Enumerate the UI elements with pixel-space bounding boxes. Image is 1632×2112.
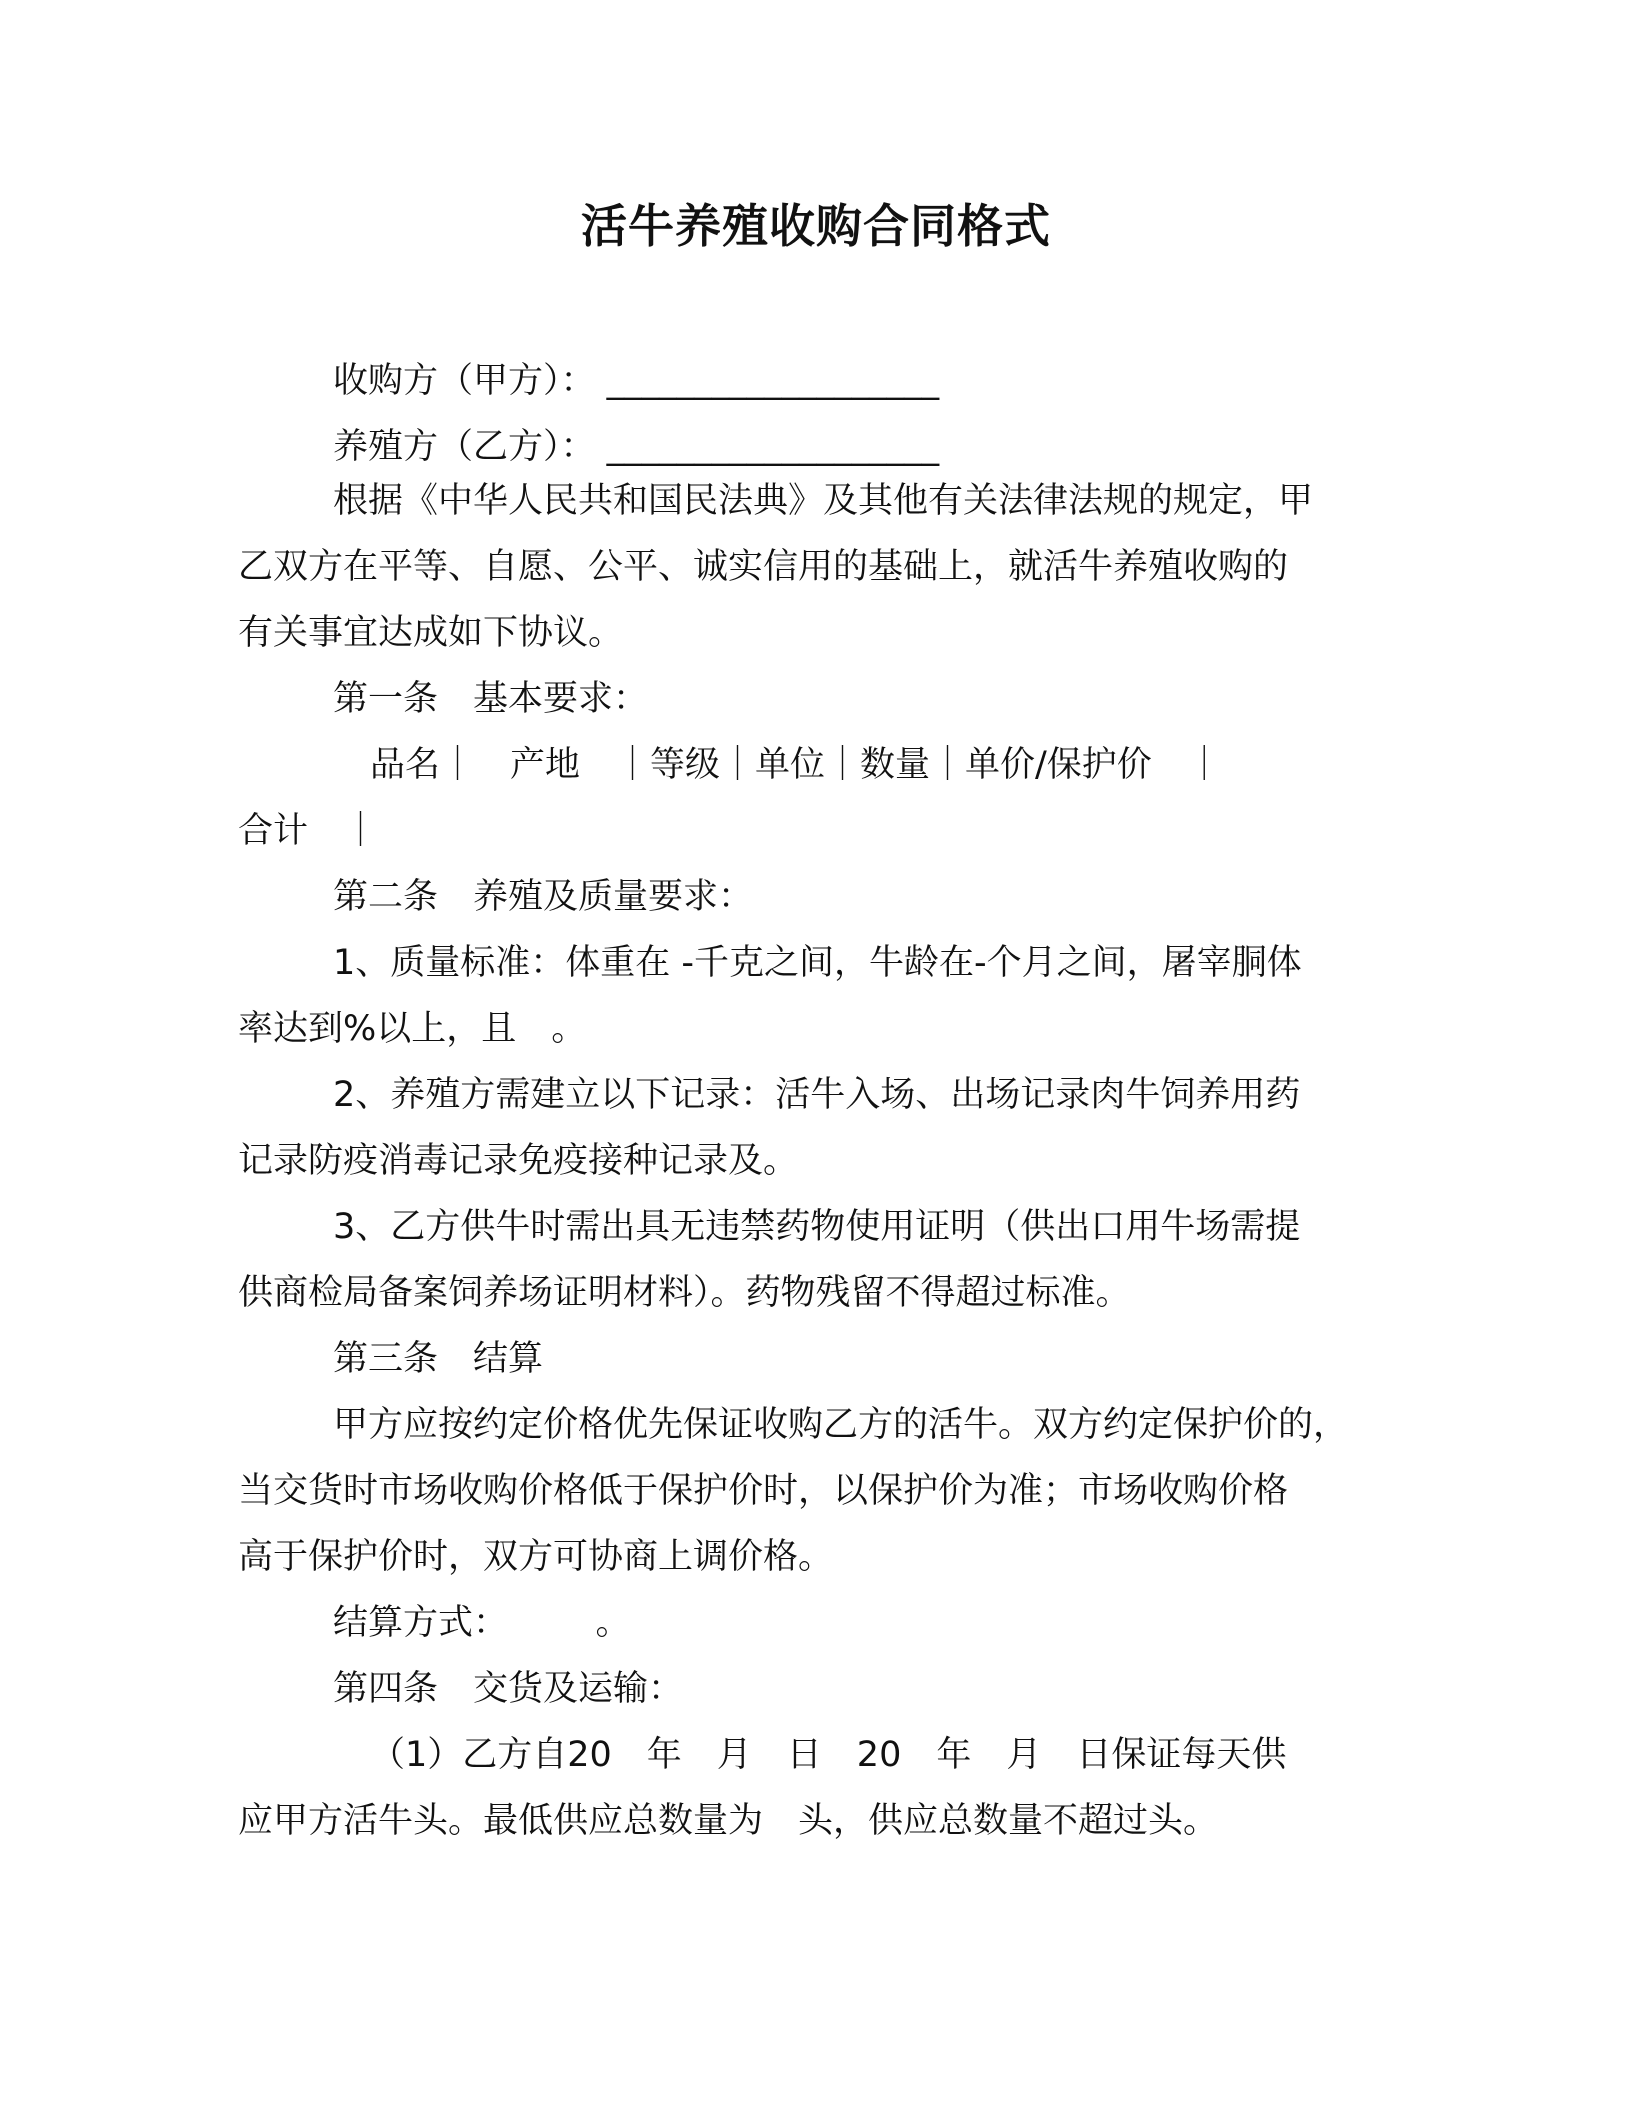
delivery-line: 应甲方活牛头。最低供应总数量为 头，供应总数量不超过头。: [238, 1801, 1219, 1841]
settlement-line: 甲方应按约定价格优先保证收购乙方的活牛。双方约定保护价的，: [333, 1405, 1349, 1445]
clause-line: 供商检局备案饲养场证明材料）。药物残留不得超过标准。: [238, 1273, 1131, 1313]
article-four-heading: 第四条 交货及运输：: [333, 1669, 684, 1709]
preamble-line: 乙双方在平等、自愿、公平、诚实信用的基础上，就活牛养殖收购的: [238, 547, 1289, 587]
article-three-heading: 第三条 结算: [333, 1339, 544, 1379]
preamble-line: 根据《中华人民共和国民法典》及其他有关法律法规的规定，甲: [333, 481, 1314, 521]
buyer-party-line: 收购方（甲方）： ___________________: [333, 361, 940, 401]
requirements-table-total: 合计 ｜: [238, 811, 379, 851]
settlement-method-line: 结算方式： 。: [333, 1603, 631, 1643]
settlement-line: 高于保护价时，双方可协商上调价格。: [238, 1537, 834, 1577]
article-one-heading: 第一条 基本要求：: [333, 679, 649, 719]
requirements-table-header: 品名｜ 产地 ｜等级｜单位｜数量｜单价/保护价 ｜: [370, 745, 1222, 785]
preamble-line: 有关事宜达成如下协议。: [238, 613, 624, 653]
clause-line: 率达到%以上，且 。: [238, 1009, 587, 1049]
clause-line: 1、质量标准：体重在 -千克之间，牛龄在-个月之间，屠宰胴体: [333, 943, 1302, 983]
document-title: 活牛养殖收购合同格式: [581, 199, 1051, 253]
clause-line: 记录防疫消毒记录免疫接种记录及。: [238, 1141, 799, 1181]
breeder-party-line: 养殖方（乙方）： ___________________: [333, 427, 940, 467]
clause-line: 2、养殖方需建立以下记录：活牛入场、出场记录肉牛饲养用药: [333, 1075, 1301, 1115]
article-two-heading: 第二条 养殖及质量要求：: [333, 877, 754, 917]
settlement-line: 当交货时市场收购价格低于保护价时，以保护价为准；市场收购价格: [238, 1471, 1289, 1511]
clause-line: 3、乙方供牛时需出具无违禁药物使用证明（供出口用牛场需提: [333, 1207, 1301, 1247]
delivery-line: （1）乙方自20 年 月 日 20 年 月 日保证每天供: [370, 1735, 1287, 1775]
